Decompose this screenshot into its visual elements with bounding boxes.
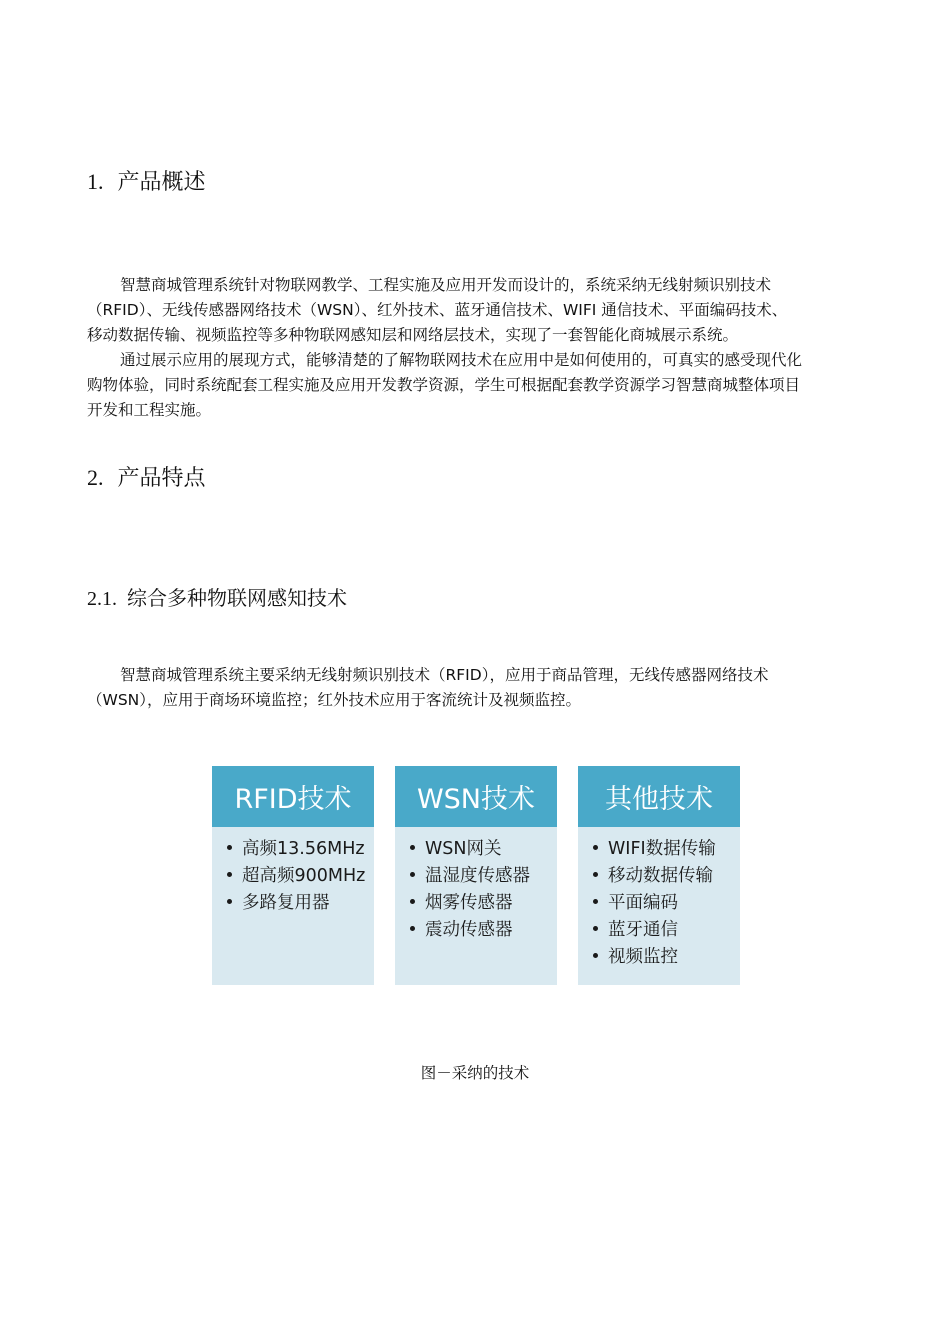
section-title: 产品概述 [117,170,206,195]
tech-item-label: WSN网关 [425,839,502,859]
section-heading-features [87,461,206,492]
tech-card-rfid [212,766,374,985]
text-line: 智慧商城管理系统针对物联网教学、工程实施及应用开发而设计的，系统采纳无线射频识别技术 [120,276,772,294]
tech-list-item [588,836,740,863]
paragraph-overview-1 [87,273,865,348]
paragraph-overview-2 [87,348,865,423]
tech-item-label: 多路复用器 [242,893,330,913]
bullet-icon [593,926,598,931]
tech-item-label: 蓝牙通信 [608,920,678,940]
tech-list-item [588,917,740,944]
tech-card-other [578,766,740,985]
tech-list-item [588,944,740,971]
tech-item-label: 视频监控 [608,947,678,967]
text-line: 开发和工程实施。 [87,401,212,419]
text-line: （WSN），应用于商场环境监控；红外技术应用于客流统计及视频监控。 [87,691,582,709]
section-number: 1. [87,169,104,194]
bullet-icon [410,899,415,904]
subsection-title: 综合多种物联网感知技术 [127,586,347,610]
bullet-icon [227,845,232,850]
tech-card-list [212,836,374,917]
tech-card-title: WSN技术 [395,766,557,827]
tech-item-label: 移动数据传输 [608,866,713,886]
tech-list-item [222,890,374,917]
text-line: 通过展示应用的展现方式，能够清楚的了解物联网技术在应用中是如何使用的，可真实的感受现代化 [120,351,803,369]
tech-card-title: 其他技术 [578,766,740,827]
tech-list-item [405,890,557,917]
tech-item-label: 高频13.56MHz [242,839,365,859]
section-number: 2. [87,465,104,490]
tech-list-item [405,836,557,863]
tech-item-label: 平面编码 [608,893,678,913]
text-line: 移动数据传输、视频监控等多种物联网感知层和网络层技术，实现了一套智能化商城展示系统。 [87,326,739,344]
section-title: 产品特点 [117,466,206,491]
tech-item-label: 震动传感器 [425,920,513,940]
paragraph-iot [87,663,865,713]
bullet-icon [227,872,232,877]
tech-card-wsn [395,766,557,985]
tech-item-label: 温湿度传感器 [425,866,530,886]
tech-list-item [405,863,557,890]
tech-list-item [588,863,740,890]
tech-item-label: 超高频900MHz [242,866,366,886]
bullet-icon [227,899,232,904]
tech-list-item [405,917,557,944]
bullet-icon [410,845,415,850]
tech-item-label: WIFI数据传输 [608,839,716,859]
tech-item-label: 烟雾传感器 [425,893,513,913]
bullet-icon [410,926,415,931]
text-line: （RFID）、无线传感器网络技术（WSN）、红外技术、蓝牙通信技术、WIFI 通信技术、平面编码技术、 [87,301,788,319]
bullet-icon [593,872,598,877]
subsection-number: 2.1. [87,588,117,610]
bullet-icon [593,845,598,850]
tech-list-item [222,863,374,890]
tech-card-list [395,836,557,944]
tech-card-list [578,836,740,971]
bullet-icon [410,872,415,877]
tech-list-item [222,836,374,863]
section-heading-overview [87,165,206,196]
text-line: 购物体验，同时系统配套工程实施及应用开发教学资源，学生可根据配套教学资源学习智慧商城整体项目 [87,376,801,394]
subsection-heading-iot [87,582,347,611]
tech-list-item [588,890,740,917]
bullet-icon [593,953,598,958]
bullet-icon [593,899,598,904]
figure-caption: 图－采纳的技术 [420,1064,530,1082]
text-line: 智慧商城管理系统主要采纳无线射频识别技术（RFID），应用于商品管理，无线传感器网络技术 [120,666,769,684]
tech-card-title: RFID技术 [212,766,374,827]
technology-figure [212,766,742,986]
